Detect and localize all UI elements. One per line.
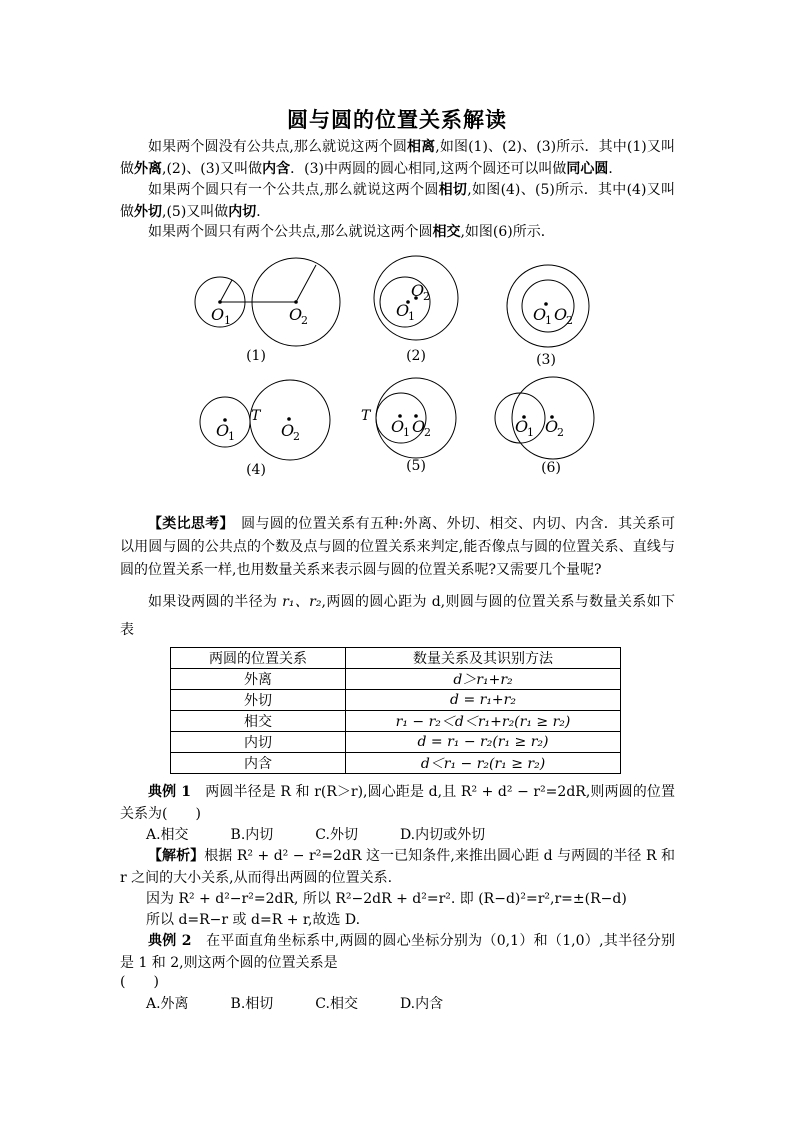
fig1-radius-large (296, 265, 316, 302)
table-cell: d = r₁ − r₂(r₁ ≥ r₂) (346, 732, 621, 753)
text: 如果两个圆只有一个公共点,那么就说这两个圆 (148, 182, 439, 198)
label-o: O (396, 301, 410, 320)
term: 外切 (134, 203, 162, 220)
caption-6: (6) (541, 460, 561, 476)
table-row (171, 753, 621, 774)
solution (120, 846, 675, 889)
table-cell: d＜r₁ − r₂(r₁ ≥ r₂) (346, 753, 621, 774)
table-cell: d = r₁+r₂ (346, 690, 621, 711)
label-sub: 2 (424, 426, 431, 439)
table-header: 数量关系及其识别方法 (346, 648, 621, 669)
center-dot (218, 300, 222, 304)
label-sub: 1 (228, 430, 235, 443)
label-o: O (533, 305, 547, 324)
label-sub: 2 (293, 430, 300, 443)
example-2-options: A.外离 B.相切 C.相交 D.内含 (146, 996, 444, 1012)
term: 内切 (228, 203, 257, 220)
text: ,(2)、(3)又叫做 (162, 160, 263, 177)
label-o: O (281, 421, 295, 440)
table-row (171, 669, 621, 690)
label-o: O (391, 417, 405, 436)
label-o: O (554, 305, 568, 324)
table-cell: 内含 (171, 753, 346, 774)
label-sub: 2 (423, 290, 430, 303)
text: ,如图(6)所示． (460, 224, 555, 240)
table-cell: 内切 (171, 732, 346, 753)
text: ,(5)又叫做 (162, 203, 229, 220)
text: ．(3)中两圆的圆心相同,这两个圆还可以叫做 (290, 160, 567, 177)
fig1-radius-small (220, 280, 232, 302)
text: 如果设两圆的半径为 (148, 594, 283, 610)
label-o: O (412, 417, 426, 436)
text: 在平面直角坐标系中,两圆的圆心坐标分别为（0,1）和（1,0）,其半径分别是 1 和 2,则这两个圆的位置关系是 (120, 933, 675, 971)
term: 外离 (134, 160, 162, 177)
solution-line-2: 因为 R² + d²−r²=2dR, 所以 R²−2dR + d²=r². 即 (R−d)²=r²,r=±(R−d) (146, 891, 627, 907)
text: ． (256, 203, 271, 220)
label-sub: 2 (301, 314, 308, 327)
table-row (171, 732, 621, 753)
label-o: O (216, 421, 230, 440)
label-sub: 1 (408, 310, 415, 323)
circle-figures (0, 0, 794, 500)
text: ,两圆的圆心距为 d,则圆与圆的位置关系与数量关系如下表 (120, 594, 676, 638)
radius-symbols: r₁、r₂ (282, 594, 322, 610)
label-o: O (289, 305, 303, 324)
table-cell: 外离 (171, 669, 346, 690)
analogy-label: 【类比思考】 (148, 516, 227, 532)
label-sub: 2 (557, 426, 564, 439)
text: ,如图(1)、(2)、(3)所示．其中(1)又叫做 (120, 139, 675, 177)
page-title: 圆与圆的位置关系解读 (287, 107, 507, 132)
solution-line-3: 所以 d=R−r 或 d=R + r,故选 D. (146, 912, 361, 928)
label-t: T (361, 408, 371, 424)
label-o: O (211, 305, 225, 324)
term: 内含 (262, 160, 291, 177)
example-2-paren: ( ) (120, 974, 159, 990)
text: ,如图(4)、(5)所示．其中(4)又叫做 (120, 182, 676, 220)
label-sub: 2 (566, 314, 573, 327)
term: 相离 (406, 139, 436, 155)
caption-5: (5) (406, 458, 426, 474)
example-label: 典例 2 (148, 933, 192, 949)
example-1-options: A.相交 B.内切 C.外切 D.内切或外切 (146, 827, 486, 843)
table-cell: r₁ − r₂＜d＜r₁+r₂(r₁ ≥ r₂) (346, 711, 621, 732)
label-o: O (515, 417, 529, 436)
table-cell: 外切 (171, 690, 346, 711)
label-o: O (545, 417, 559, 436)
label-sub: 1 (224, 314, 231, 327)
caption-3: (3) (536, 352, 556, 368)
relation-table (170, 647, 621, 774)
caption-4: (4) (246, 462, 266, 478)
example-2 (120, 931, 675, 974)
text: 如果两个圆只有两个公共点,那么就说这两个圆 (148, 224, 433, 240)
label-t: T (251, 408, 261, 424)
table-cell: d＞r₁+r₂ (346, 669, 621, 690)
analogy-paragraph (120, 513, 675, 582)
text: 如果两个圆没有公共点,那么就说这两个圆 (148, 139, 407, 155)
text: 根据 R² + d² − r²=2dR 这一已知条件,来推出圆心距 d 与两圆的半径 R 和 r 之间的大小关系,从而得出两圆的位置关系. (120, 848, 675, 886)
example-label: 典例 1 (148, 784, 191, 800)
term: 相交 (432, 224, 461, 240)
center-dot (294, 300, 298, 304)
table-cell: 相交 (171, 711, 346, 732)
solution-label: 【解析】 (148, 848, 205, 864)
caption-1: (1) (246, 348, 266, 364)
term: 相切 (438, 182, 468, 198)
term: 同心圆 (566, 160, 609, 177)
table-row (171, 711, 621, 732)
table-header: 两圆的位置关系 (171, 648, 346, 669)
text: ． (608, 160, 623, 177)
fig3-circle-large (507, 265, 589, 347)
text: 两圆半径是 R 和 r(R＞r),圆心距是 d,且 R² + d² − r²=2dR,则两圆的位置关系为( ) (120, 784, 675, 822)
table-row (171, 690, 621, 711)
example-1 (120, 782, 675, 825)
label-sub: 1 (403, 426, 410, 439)
text: 圆与圆的位置关系有五种:外离、外切、相交、内切、内含．其关系可以用圆与圆的公共点的个数及点与圆的位置关系来判定,能否像点与圆的位置关系、直线与圆的位置关系一样,也用数量关系来表示圆与圆的位置关系呢?又需要几个量呢? (120, 516, 676, 578)
label-sub: 1 (527, 426, 534, 439)
caption-2: (2) (406, 348, 426, 364)
intro-paragraph (120, 588, 675, 644)
label-sub: 1 (545, 314, 552, 327)
label-o: O (411, 281, 425, 300)
table-header-row (171, 648, 621, 669)
